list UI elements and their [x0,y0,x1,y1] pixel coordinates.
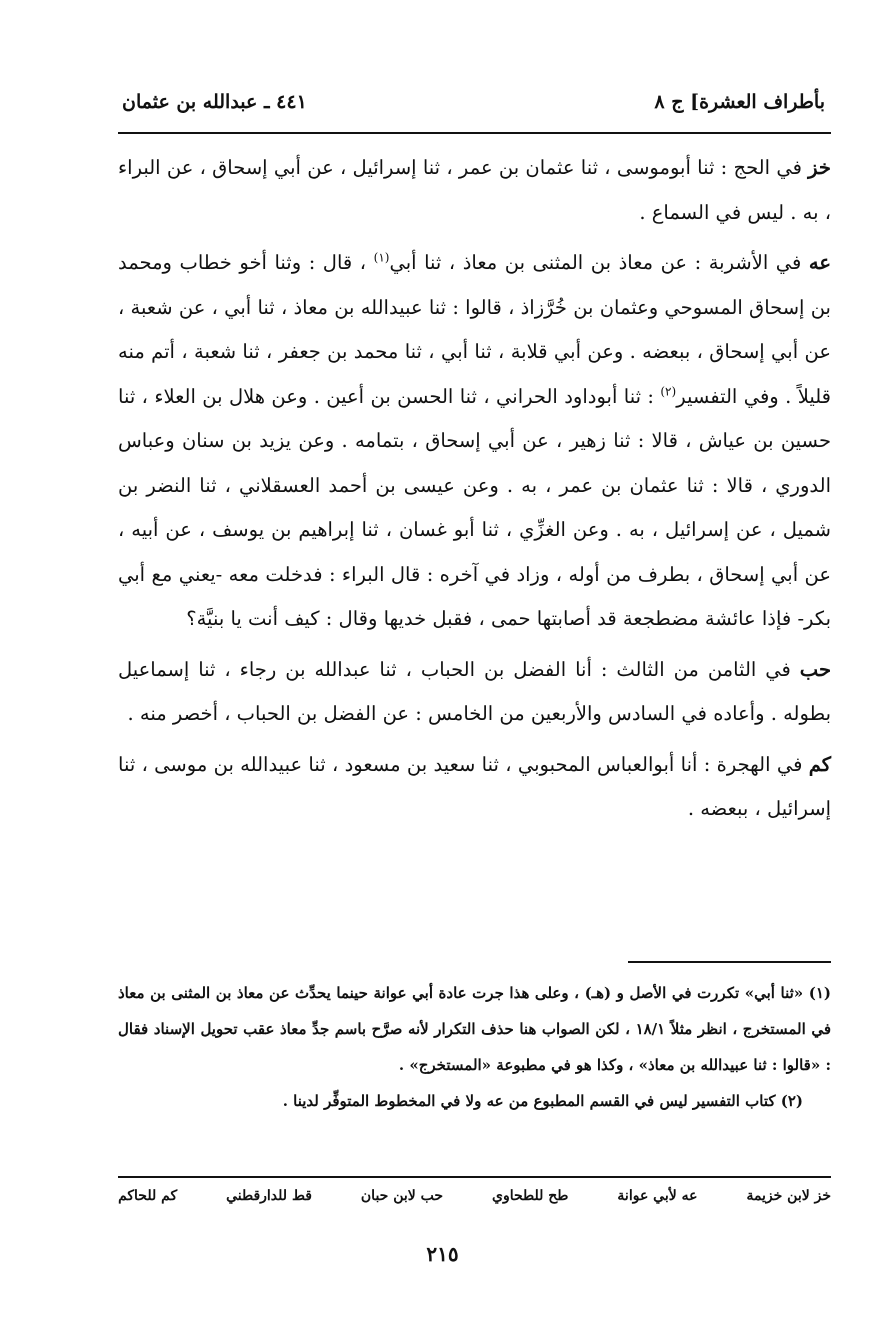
legend-item [118,1188,177,1204]
page-number: ٢١٥ [426,1242,459,1266]
source-code: خز [808,156,831,179]
legend-item [226,1188,312,1204]
legend-label: لابن خزيمة [746,1188,810,1204]
legend-code: خز [814,1188,831,1204]
legend-label: لابن حبان [360,1188,416,1204]
legend-label: للطحاوي [491,1188,544,1204]
paragraph-text: في الحج : ثنا أبوموسى ، ثنا عثمان بن عمر ، ثنا إسرائيل ، عن أبي إسحاق ، عن البراء ، به . ليس في السماع . [118,156,831,224]
paragraph-ah [118,241,831,642]
legend-label: للحاكم [118,1188,157,1204]
paragraph-text: في الأشربة : عن معاذ بن المثنى بن معاذ ، ثنا أبي [389,251,809,274]
paragraph-hb [118,648,831,737]
paragraph-text: ، قال : وثنا أخو خطاب ومحمد بن إسحاق المسوحي وعثمان بن خُرَّزاذ ، قالوا : ثنا عبيدالله بن معاذ ، ثنا أبي ، عن شعبة ، عن أبي إسحاق ، ببعضه . وعن أبي قلابة ، ثنا أبي ، ثنا محمد بن جعفر ، ثنا شعبة ، أتم منه قليلاً . وفي التفسير [118,251,831,408]
paragraph-text: : ثنا أبوداود الحراني ، ثنا الحسن بن أعين . وعن هلال بن العلاء ، ثنا حسين بن عياش ، قالا : ثنا زهير ، عن أبي إسحاق ، بتمامه . وعن يزيد بن سنان وعباس الدوري ، قالا : ثنا عثمان بن عمر ، به . وعن عيسى بن أحمد العسقلاني ، ثنا النضر بن شميل ، عن إسرائيل ، به . وعن الغزِّي ، ثنا أبو غسان ، ثنا إبراهيم بن يوسف ، عن أبيه ، عن أبي إسحاق ، بطرف من أوله ، وزاد في آخره : قال البراء : فدخلت معه -يعني مع أبي بكر- فإذا عائشة مضطجعة قد أصابتها حمى ، فقبل خديها وقال : كيف أنت يا بنيَّة؟ [118,384,831,630]
legend-code: طح [548,1188,569,1204]
legend-code: عه [681,1188,698,1204]
legend-label: للدارقطني [226,1188,288,1204]
footnotes [118,975,831,1119]
legend-code: قط [291,1188,312,1204]
footnote-1: (١) «ثنا أبي» تكررت في الأصل و (هـ) ، وعلى هذا جرت عادة أبي عوانة حينما يحدِّث عن معاذ بن المثنى بن معاذ في المستخرج ، انظر مثلاً ١٨/١ ، لكن الصواب هنا حذف التكرار لأنه صرَّح باسم جدِّ معاذ عقب تحويل الإسناد فقال : «قالوا : ثنا عبيدالله بن معاذ» ، وكذا هو في مطبوعة «المستخرج» . [118,984,831,1074]
header-section: ٤٤١ ـ عبدالله بن عثمان [122,91,307,113]
footnote-divider [628,961,831,963]
legend-code: كم [161,1188,178,1204]
header-volume: بأطراف العشرة] ج ٨ [654,91,825,113]
paragraph-text: في الثامن من الثالث : أنا الفضل بن الحباب ، ثنا عبدالله بن رجاء ، ثنا إسماعيل بطوله . وأعاده في السادس والأربعين من الخامس : عن الفضل بن الحباب ، أخصر منه . [118,657,831,725]
source-code: كم [808,752,831,776]
legend-label: لأبي عوانة [617,1188,677,1204]
legend-item [617,1188,697,1204]
header-divider [118,132,831,134]
legend-code: حب [420,1188,444,1204]
abbreviation-legend [118,1188,831,1204]
legend-item [492,1188,568,1204]
source-code: عه [808,251,831,274]
paragraph-text: في الهجرة : أنا أبوالعباس المحبوبي ، ثنا سعيد بن مسعود ، ثنا عبيدالله بن موسى ، ثنا إسرائيل ، ببعضه . [118,752,831,820]
paragraph-km [118,743,831,832]
paragraph-khz [118,146,831,235]
main-text [118,146,831,838]
footnote-ref[interactable]: (٢) [660,384,677,398]
legend-item [361,1188,443,1204]
legend-item [746,1188,831,1204]
footnote-ref[interactable]: (١) [373,250,390,265]
legend-divider [118,1176,831,1178]
running-header [122,84,825,120]
source-code: حب [799,657,831,681]
footnote-2: (٢) كتاب التفسير ليس في القسم المطبوع من عه ولا في المخطوط المتوفِّر لدينا . [282,1092,803,1110]
